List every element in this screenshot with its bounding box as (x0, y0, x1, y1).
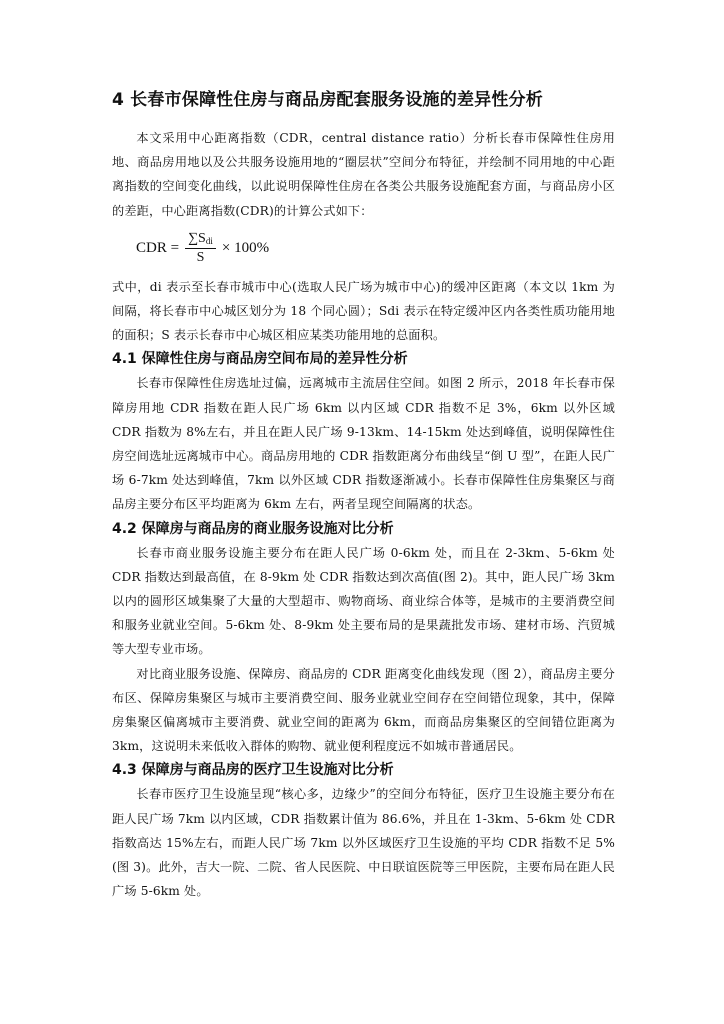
section-4-2-paragraph-2: 对比商业服务设施、保障房、商品房的 CDR 距离变化曲线发现（图 2），商品房主要分布区、保障房集聚区与城市主要消费空间、服务业就业空间存在空间错位现象，其中，保障房集聚区偏离城市主要消费、就业空间的距离为 6km，而商品房集聚区的空间错位距离为 3km，这说明未来低收入群体的购物、就业便利程度远不如城市普通居民。 (112, 666, 615, 754)
cdr-formula (136, 223, 615, 275)
formula-numerator-sum: ∑S (188, 231, 206, 247)
section-4-3-heading: 4.3 保障房与商品房的医疗卫生设施对比分析 (112, 762, 394, 779)
section-4-heading: 4 长春市保障性住房与商品房配套服务设施的差异性分析 (112, 90, 543, 110)
formula-numerator-subscript: di (205, 236, 213, 247)
document-page (112, 88, 615, 903)
formula-fraction (185, 231, 216, 266)
formula-rhs: × 100% (221, 240, 270, 257)
section-4-2-paragraph-1: 长春市商业服务设施主要分布在距人民广场 0-6km 处，而且在 2-3km、5-6km 处 CDR 指数达到最高值，在 8-9km 处 CDR 指数达到次高值(图 2)。其中，距人民广场 3km 以内的圆形区域集聚了大量的大型超市、购物商场、商业综合体等，是城市的主要消费空间和服务业就业空间。5-6km 处、8-9km 处主要布局的是果蔬批发市场、建材市场、汽贸城等大型专业市场。 (112, 545, 615, 657)
section-4-intro-paragraph: 本文采用中心距离指数（CDR，central distance ratio）分析长春市保障性住房用地、商品房用地以及公共服务设施用地的“圈层状”空间分布特征，并绘制不同用地的中心距离指数的空间变化曲线，以此说明保障性住房在各类公共服务设施配套方面，与商品房小区的差距，中心距离指数(CDR)的计算公式如下： (112, 131, 615, 218)
formula-note-paragraph: 式中，di 表示至长春市城市中心(选取人民广场为城市中心)的缓冲区距离（本文以 1km 为间隔，将长春市中心城区划分为 18 个同心圆）；Sdi 表示在特定缓冲区内各类性质功能用地的面积；S 表示长春市中心城区相应某类功能用地的总面积。 (112, 279, 615, 343)
formula-denominator: S (196, 250, 205, 266)
section-4-1-paragraph: 长春市保障性住房选址过偏，远离城市主流居住空间。如图 2 所示，2018 年长春市保障房用地 CDR 指数在距人民广场 6km 以内区域 CDR 指数不足 3%，6km 以外区域 CDR 指数为 8%左右，并且在距人民广场 9-13km、14-15km 处达到峰值，说明保障性住房空间选址远离城市中心。商品房用地的 CDR 指数距离分布曲线呈“倒 U 型”，在距人民广场 6-7km 处达到峰值，7km 以外区域 CDR 指数逐渐减小。长春市保障性住房集聚区与商品房主要分布区平均距离为 6km 左右，两者呈现空间隔离的状态。 (112, 376, 615, 512)
section-4-2-heading: 4.2 保障房与商品房的商业服务设施对比分析 (112, 520, 394, 537)
formula-lhs: CDR = (136, 240, 180, 257)
section-4-3-paragraph: 长春市医疗卫生设施呈现“核心多，边缘少”的空间分布特征，医疗卫生设施主要分布在距人民广场 7km 以内区域，CDR 指数累计值为 86.6%，并且在 1-3km、5-6km 处 CDR 指数高达 15%左右，而距人民广场 7km 以外区域医疗卫生设施的平均 CDR 指数不足 5% (图 3)。此外，吉大一院、二院、省人民医院、中日联谊医院等三甲医院，主要布局在距人民广场 5-6km 处。 (112, 787, 615, 899)
section-4-1-heading: 4.1 保障性住房与商品房空间布局的差异性分析 (112, 351, 408, 368)
formula-numerator (185, 231, 216, 249)
